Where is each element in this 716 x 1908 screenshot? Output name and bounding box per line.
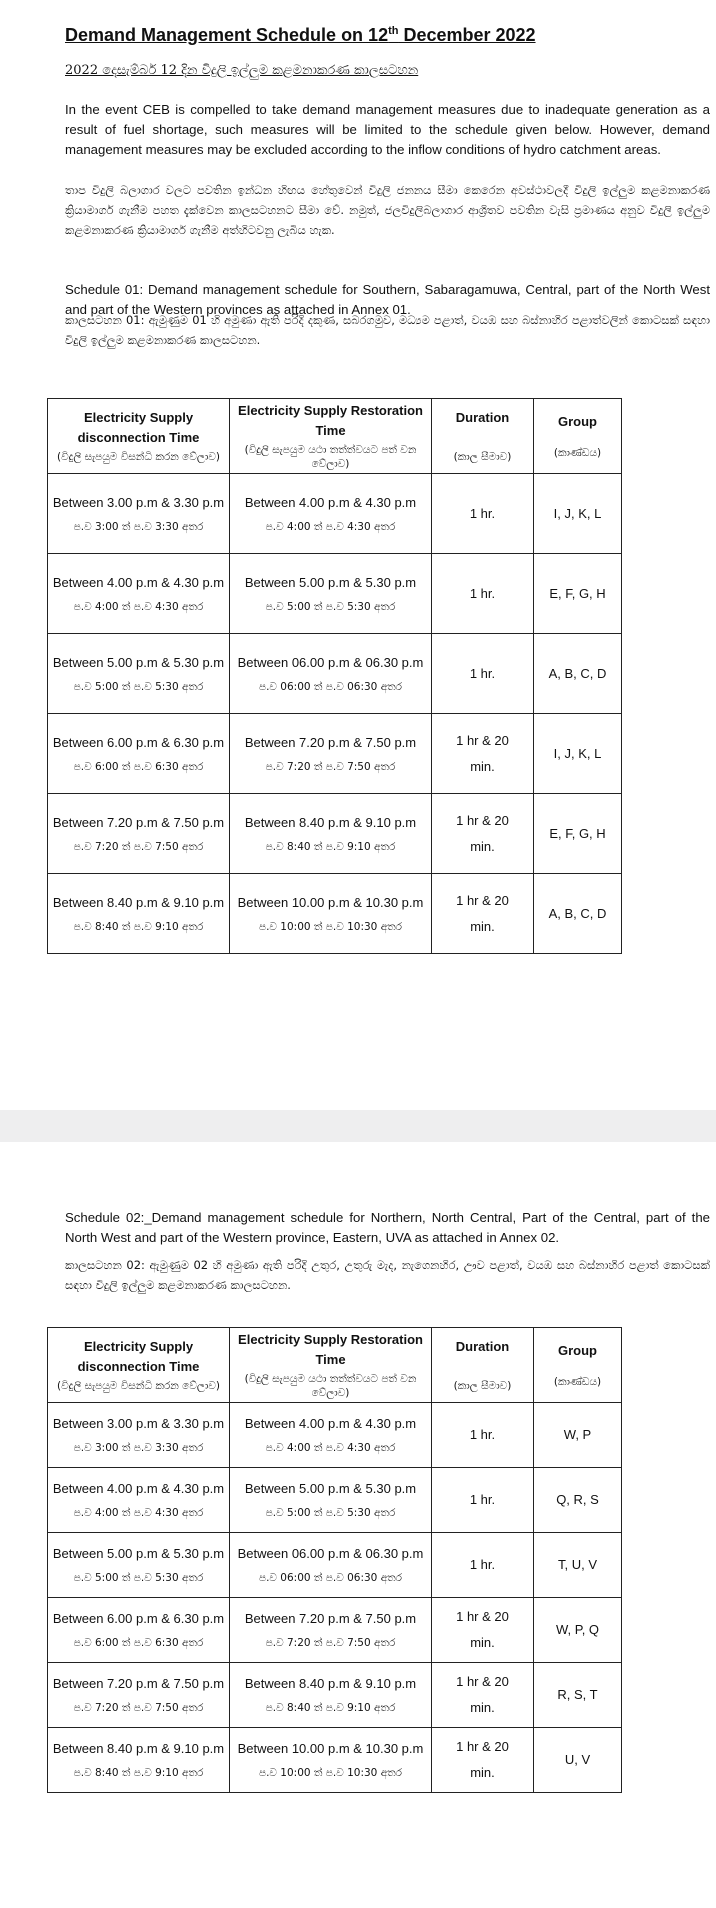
disconnect-time-cell	[48, 1533, 230, 1598]
disconnect-time: Between 3.00 p.m & 3.30 p.m	[52, 494, 225, 510]
restoration-time-sinhala: ප.ව 8:40 ත් ප.ව 9:10 අතර	[265, 1702, 396, 1714]
table-row	[48, 794, 622, 874]
table-row	[48, 1533, 622, 1598]
restoration-time: Between 5.00 p.m & 5.30 p.m	[244, 574, 417, 590]
restoration-time-cell	[230, 474, 432, 554]
restoration-time: Between 06.00 p.m & 06.30 p.m	[237, 1546, 424, 1561]
table-row	[48, 874, 622, 954]
restoration-time-cell	[230, 1468, 432, 1533]
duration-cell: 1 hr & 20 min.	[432, 794, 534, 874]
group-cell: I, J, K, L	[534, 474, 622, 554]
table-header-row	[48, 399, 622, 474]
restoration-time-sinhala: ප.ව 4:00 ත් ප.ව 4:30 අතර	[265, 1442, 396, 1454]
disconnect-time: Between 7.20 p.m & 7.50 p.m	[52, 1676, 225, 1691]
group-cell: A, B, C, D	[534, 874, 622, 954]
disconnect-time-cell	[48, 1598, 230, 1663]
group-cell: I, J, K, L	[534, 714, 622, 794]
header-restoration-time: Electricity Supply Restoration Time (විදුලි සැපයුම යථා තත්ත්වයට පත් වන වේලාව)	[230, 399, 432, 474]
disconnect-time-sinhala: ප.ව 8:40 ත් ප.ව 9:10 අතර	[73, 1767, 204, 1779]
header-duration: Duration (කාල සීමාව)	[432, 399, 534, 474]
group-cell: W, P	[534, 1403, 622, 1468]
table-row	[48, 1728, 622, 1793]
disconnect-time-sinhala: ප.ව 3:00 ත් ප.ව 3:30 අතර	[73, 520, 204, 533]
restoration-time: Between 7.20 p.m & 7.50 p.m	[244, 1611, 417, 1626]
disconnect-time-sinhala: ප.ව 3:00 ත් ප.ව 3:30 අතර	[73, 1442, 204, 1454]
table-row	[48, 474, 622, 554]
disconnect-time: Between 4.00 p.m & 4.30 p.m	[52, 574, 225, 590]
restoration-time-cell	[230, 1663, 432, 1728]
table-row	[48, 554, 622, 634]
disconnect-time-cell	[48, 554, 230, 634]
disconnect-time-sinhala: ප.ව 6:00 ත් ප.ව 6:30 අතර	[73, 1637, 204, 1649]
table-header-row	[48, 1328, 622, 1403]
disconnect-time-cell	[48, 714, 230, 794]
restoration-time-sinhala: ප.ව 06:00 ත් ප.ව 06:30 අතර	[258, 680, 403, 693]
header-disconnect-time: Electricity Supply disconnection Time (විදුලි සැපයුම විසන්ධි කරන වේලාව)	[48, 399, 230, 474]
restoration-time-sinhala: ප.ව 8:40 ත් ප.ව 9:10 අතර	[265, 840, 396, 853]
duration-cell: 1 hr & 20 min.	[432, 874, 534, 954]
duration-cell: 1 hr & 20 min.	[432, 1663, 534, 1728]
restoration-time-cell	[230, 1598, 432, 1663]
disconnect-time-sinhala: ප.ව 5:00 ත් ප.ව 5:30 අතර	[73, 680, 204, 693]
duration-cell: 1 hr.	[432, 554, 534, 634]
schedule-1-description-sinhala: කාලසටහන 01: ඇමුණුම 01 හි අමුණා ඇති පරිදි දකුණ, සබරගමුව, මධ්‍යම පළාත්, වයඹ සහ බස්නාහිර පළාත්වලින් කොටසක් සඳහා විදුලි ඉල්ලුම කළමනාකරණ කාලසටහන.	[65, 313, 710, 347]
restoration-time: Between 10.00 p.m & 10.30 p.m	[237, 894, 424, 910]
restoration-time: Between 10.00 p.m & 10.30 p.m	[237, 1741, 424, 1756]
group-cell: E, F, G, H	[534, 794, 622, 874]
duration-cell: 1 hr.	[432, 1403, 534, 1468]
table-row	[48, 1598, 622, 1663]
restoration-time: Between 8.40 p.m & 9.10 p.m	[244, 1676, 417, 1691]
disconnect-time: Between 7.20 p.m & 7.50 p.m	[52, 814, 225, 830]
disconnect-time-cell	[48, 634, 230, 714]
page-subtitle-sinhala: 2022 දෙසැම්බර් 12 දින විදුලි ඉල්ලුම කළමනාකරණ කාලසටහන	[65, 63, 419, 78]
disconnect-time-sinhala: ප.ව 4:00 ත් ප.ව 4:30 අතර	[73, 1507, 204, 1519]
disconnect-time: Between 6.00 p.m & 6.30 p.m	[52, 734, 225, 750]
group-cell: W, P, Q	[534, 1598, 622, 1663]
restoration-time-sinhala: ප.ව 10:00 ත් ප.ව 10:30 අතර	[258, 920, 403, 933]
restoration-time: Between 8.40 p.m & 9.10 p.m	[244, 814, 417, 830]
table-row	[48, 1663, 622, 1728]
disconnect-time: Between 5.00 p.m & 5.30 p.m	[52, 1546, 225, 1561]
group-cell: E, F, G, H	[534, 554, 622, 634]
disconnect-time: Between 8.40 p.m & 9.10 p.m	[52, 1741, 225, 1756]
page-title: Demand Management Schedule on 12th December 2022	[65, 25, 536, 45]
restoration-time-sinhala: ප.ව 7:20 ත් ප.ව 7:50 අතර	[265, 1637, 396, 1649]
restoration-time-cell	[230, 874, 432, 954]
intro-paragraph-sinhala: තාප විදුලි බලාගාර වලට පවතින ඉන්ධන හිඟය හේතුවෙන් විදුලි ජනනය සීමා කෙරෙන අවස්ථාවලදී විදුලි ඉල්ලුම කළමනාකරණ ක්‍රියාමාර්ග ගැනීම පහත දැක්වෙන කාලසටහනට සීමා වේ. නමුත්, ජලවිදුලිබලාගාර ආශ්‍රිතව පවතින වැසි ප්‍රමාණය අනුව විදුලි ඉල්ලුම කළමනාකරණ ක්‍රියාමාර්ග ගැනීම අත්හිටවනු ලැබිය හැක.	[65, 183, 710, 237]
schedule-2-table	[47, 1327, 622, 1793]
restoration-time: Between 5.00 p.m & 5.30 p.m	[244, 1481, 417, 1496]
disconnect-time-sinhala: ප.ව 8:40 ත් ප.ව 9:10 අතර	[73, 920, 204, 933]
restoration-time-sinhala: ප.ව 4:00 ත් ප.ව 4:30 අතර	[265, 520, 396, 533]
group-cell: A, B, C, D	[534, 634, 622, 714]
disconnect-time-cell	[48, 1663, 230, 1728]
disconnect-time: Between 8.40 p.m & 9.10 p.m	[52, 894, 225, 910]
header-disconnect-time: Electricity Supply disconnection Time (විදුලි සැපයුම විසන්ධි කරන වේලාව)	[48, 1328, 230, 1403]
restoration-time-sinhala: ප.ව 06:00 ත් ප.ව 06:30 අතර	[258, 1572, 403, 1584]
group-cell: U, V	[534, 1728, 622, 1793]
restoration-time: Between 4.00 p.m & 4.30 p.m	[244, 494, 417, 510]
restoration-time: Between 06.00 p.m & 06.30 p.m	[237, 654, 424, 670]
duration-cell: 1 hr.	[432, 1468, 534, 1533]
disconnect-time: Between 3.00 p.m & 3.30 p.m	[52, 1416, 225, 1431]
intro-paragraph: In the event CEB is compelled to take demand management measures due to inadequate generation as a result of fuel shortage, such measures will be limited to the schedule given below. However, demand management measures may be excluded according to the inflow conditions of hydro catchment areas.	[65, 102, 710, 157]
group-cell: Q, R, S	[534, 1468, 622, 1533]
restoration-time-sinhala: ප.ව 5:00 ත් ප.ව 5:30 අතර	[265, 600, 396, 613]
restoration-time-cell	[230, 554, 432, 634]
restoration-time-cell	[230, 794, 432, 874]
page-separator	[0, 1110, 716, 1142]
restoration-time-sinhala: ප.ව 5:00 ත් ප.ව 5:30 අතර	[265, 1507, 396, 1519]
restoration-time: Between 4.00 p.m & 4.30 p.m	[244, 1416, 417, 1431]
restoration-time-cell	[230, 634, 432, 714]
disconnect-time-cell	[48, 874, 230, 954]
header-group: Group (කාණ්ඩය)	[534, 1328, 622, 1403]
disconnect-time: Between 5.00 p.m & 5.30 p.m	[52, 654, 225, 670]
restoration-time-cell	[230, 1728, 432, 1793]
disconnect-time-cell	[48, 1468, 230, 1533]
restoration-time-sinhala: ප.ව 7:20 ත් ප.ව 7:50 අතර	[265, 760, 396, 773]
restoration-time-cell	[230, 714, 432, 794]
table-row	[48, 634, 622, 714]
table-row	[48, 1468, 622, 1533]
duration-cell: 1 hr & 20 min.	[432, 714, 534, 794]
disconnect-time-sinhala: ප.ව 7:20 ත් ප.ව 7:50 අතර	[73, 840, 204, 853]
disconnect-time-sinhala: ප.ව 5:00 ත් ප.ව 5:30 අතර	[73, 1572, 204, 1584]
duration-cell: 1 hr & 20 min.	[432, 1728, 534, 1793]
disconnect-time: Between 4.00 p.m & 4.30 p.m	[52, 1481, 225, 1496]
duration-cell: 1 hr.	[432, 474, 534, 554]
header-group: Group (කාණ්ඩය)	[534, 399, 622, 474]
duration-cell: 1 hr.	[432, 634, 534, 714]
schedule-2-description: Schedule 02:_Demand management schedule for Northern, North Central, Part of the Central, part of the North West and part of the Western province, Eastern, UVA as attached in Annex 02.	[65, 1210, 710, 1245]
schedule-1-description: Schedule 01: Demand management schedule for Southern, Sabaragamuwa, Central, part of the North West and part of the Western provinces as attached in Annex 01.	[65, 282, 710, 317]
schedule-1-table	[47, 398, 622, 954]
restoration-time-sinhala: ප.ව 10:00 ත් ප.ව 10:30 අතර	[258, 1767, 403, 1779]
header-restoration-time: Electricity Supply Restoration Time (විදුලි සැපයුම යථා තත්ත්වයට පත් වන වේලාව)	[230, 1328, 432, 1403]
schedule-2-description-sinhala: කාලසටහන 02: ඇමුණුම 02 හි අමුණා ඇති පරිදි උතුර, උතුරු මැද, නැගෙනහිර, ඌව පළාත්, වයඹ සහ බස්නාහිර පළාත් කොටසක් සඳහා විදුලි ඉල්ලුම කළමනාකරණ කාලසටහන.	[65, 1258, 710, 1292]
duration-cell: 1 hr.	[432, 1533, 534, 1598]
disconnect-time-cell	[48, 1403, 230, 1468]
disconnect-time-sinhala: ප.ව 6:00 ත් ප.ව 6:30 අතර	[73, 760, 204, 773]
disconnect-time-sinhala: ප.ව 7:20 ත් ප.ව 7:50 අතර	[73, 1702, 204, 1714]
restoration-time: Between 7.20 p.m & 7.50 p.m	[244, 734, 417, 750]
disconnect-time-cell	[48, 474, 230, 554]
table-row	[48, 1403, 622, 1468]
restoration-time-cell	[230, 1403, 432, 1468]
group-cell: T, U, V	[534, 1533, 622, 1598]
group-cell: R, S, T	[534, 1663, 622, 1728]
duration-cell: 1 hr & 20 min.	[432, 1598, 534, 1663]
header-duration: Duration (කාල සීමාව)	[432, 1328, 534, 1403]
table-row	[48, 714, 622, 794]
disconnect-time-sinhala: ප.ව 4:00 ත් ප.ව 4:30 අතර	[73, 600, 204, 613]
disconnect-time-cell	[48, 1728, 230, 1793]
disconnect-time: Between 6.00 p.m & 6.30 p.m	[52, 1611, 225, 1626]
disconnect-time-cell	[48, 794, 230, 874]
restoration-time-cell	[230, 1533, 432, 1598]
